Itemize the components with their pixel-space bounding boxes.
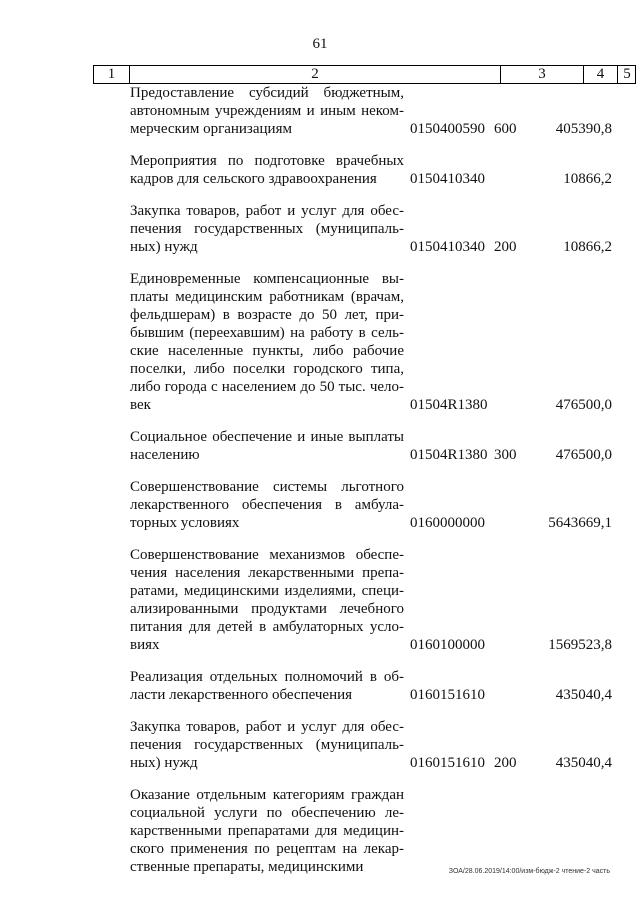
table-header	[93, 65, 636, 84]
row-description: Совершенствование механизмов обеспе- чения населения лекарственными препа- ратами, медицинскими изделиями, специ- ализированными продуктами лечебного питания для детей в амбулаторных усло- виях	[130, 547, 404, 653]
row-description: Предоставление субсидий бюджетным, автономным учреждениям и иным неком- мерческим организациям	[130, 85, 404, 137]
table-row	[0, 546, 640, 654]
row-amount: 435040,4	[555, 687, 612, 703]
row-code: 01504R1380	[410, 397, 488, 413]
row-expense-type: 200	[494, 755, 517, 771]
row-amount: 1569523,8	[548, 637, 612, 653]
row-description: Закупка товаров, работ и услуг для обес- печения государственных (муниципаль- ных) нужд	[130, 719, 404, 771]
row-amount: 405390,8	[555, 121, 612, 137]
row-code: 0160100000	[410, 637, 485, 653]
table-row	[0, 202, 640, 256]
row-description: Мероприятия по подготовке врачебных кадров для сельского здравоохранения	[130, 153, 404, 187]
row-expense-type: 600	[494, 121, 517, 137]
header-col-1: 1	[94, 66, 130, 83]
page-number: 61	[312, 36, 328, 52]
table-body	[0, 84, 640, 890]
row-amount: 476500,0	[555, 397, 612, 413]
row-description: Оказание отдельным категориям граждан социальной услуги по обеспечению ле- карственными препаратами для медицин- ского применения по рецептам на лекар- ственные препараты, медицинскими	[130, 787, 404, 875]
table-row	[0, 152, 640, 188]
row-expense-type: 300	[494, 447, 517, 463]
row-code: 0160000000	[410, 515, 485, 531]
row-expense-type: 200	[494, 239, 517, 255]
row-amount: 10866,2	[563, 239, 612, 255]
table-row	[0, 84, 640, 138]
row-amount: 5643669,1	[548, 515, 612, 531]
row-description: Социальное обеспечение и иные выплаты населению	[130, 429, 404, 463]
header-col-4: 4	[584, 66, 618, 83]
row-code: 0150410340	[410, 239, 485, 255]
row-amount: 435040,4	[555, 755, 612, 771]
row-description: Закупка товаров, работ и услуг для обес- печения государственных (муниципаль- ных) нужд	[130, 203, 404, 255]
row-code: 0160151610	[410, 755, 485, 771]
header-col-2: 2	[130, 66, 501, 83]
row-amount: 476500,0	[555, 447, 612, 463]
table-row	[0, 786, 640, 876]
row-code: 0150400590	[410, 121, 485, 137]
row-description: Совершенствование системы льготного лекарственного обеспечения в амбула- торных условиях	[130, 479, 404, 531]
table-row	[0, 478, 640, 532]
table-row	[0, 718, 640, 772]
row-code: 01504R1380	[410, 447, 488, 463]
table-row	[0, 668, 640, 704]
header-col-5: 5	[623, 66, 631, 82]
row-code: 0150410340	[410, 171, 485, 187]
row-description: Единовременные компенсационные вы- платы медицинским работникам (врачам, фельдшерам) в возрасте до 50 лет, при- бывшим (переехавшим) на работу в сель- ские населенные пункты, либо рабочие поселки, либо поселки городского типа, либо города с населением до 50 тыс. чело- век	[130, 271, 404, 413]
row-description: Реализация отдельных полномочий в об- ласти лекарственного обеспечения	[130, 669, 404, 703]
document-footer: ЗОА/28.06.2019/14:00/изм-бюдж-2 чтение-2 часть	[448, 868, 610, 875]
row-code: 0160151610	[410, 687, 485, 703]
table-row	[0, 428, 640, 464]
header-col-3: 3	[501, 66, 584, 83]
table-row	[0, 270, 640, 414]
row-amount: 10866,2	[563, 171, 612, 187]
